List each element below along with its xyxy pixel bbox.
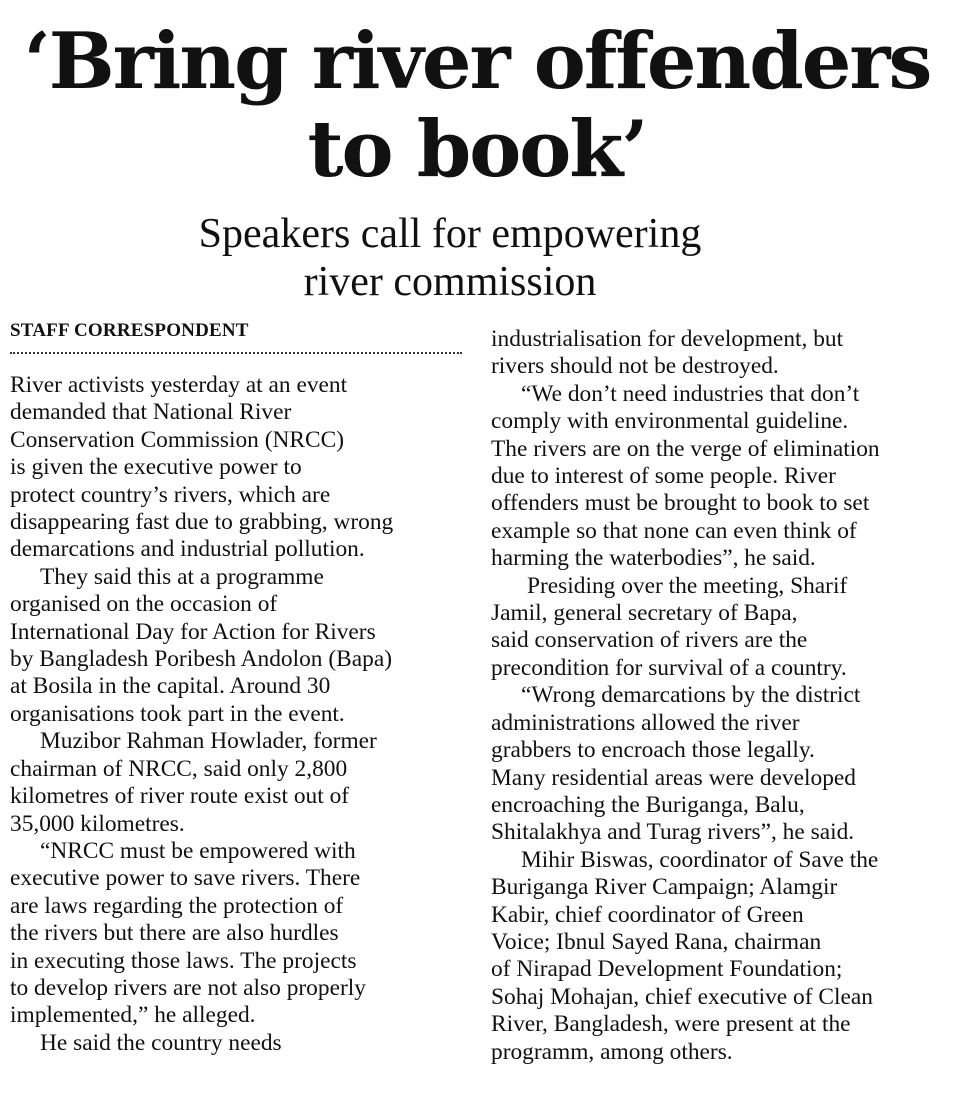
text-line: implemented,” he alleged.: [10, 1002, 256, 1029]
text-line: protect country’s rivers, which are: [10, 481, 331, 508]
subheadline-line-2: river commission: [303, 259, 597, 305]
text-line: organisations took part in the event.: [10, 700, 345, 727]
text-line: are laws regarding the protection of: [10, 892, 344, 919]
text-line: in executing those laws. The projects: [10, 947, 357, 974]
text-line: demarcations and industrial pollution.: [10, 536, 365, 563]
text-line: disappearing fast due to grabbing, wrong: [10, 509, 394, 536]
text-line: He said the country needs: [40, 1029, 282, 1056]
text-line: precondition for survival of a country.: [491, 654, 847, 681]
text-line: rivers should not be destroyed.: [491, 353, 779, 380]
text-line: Many residential areas were developed: [491, 764, 856, 791]
headline-line-2: to book’: [307, 104, 647, 195]
subheadline-line-1: Speakers call for empowering: [198, 211, 702, 257]
text-line: due to interest of some people. River: [491, 463, 836, 490]
headline-line-1: ‘Bring river offenders: [23, 16, 931, 107]
text-line: is given the executive power to: [10, 454, 302, 481]
text-line: Muzibor Rahman Howlader, former: [40, 728, 377, 755]
text-line: comply with environmental guideline.: [491, 408, 849, 435]
text-line: Sohaj Mohajan, chief executive of Clean: [491, 983, 873, 1010]
byline: STAFF CORRESPONDENT: [10, 318, 462, 354]
text-line: encroaching the Buriganga, Balu,: [491, 791, 805, 818]
text-line: 35,000 kilometres.: [10, 810, 185, 837]
text-line: to develop rivers are not also properly: [10, 974, 366, 1001]
text-line: Presiding over the meeting, Sharif: [527, 572, 848, 599]
text-line: The rivers are on the verge of elimination: [491, 435, 880, 462]
text-line: by Bangladesh Poribesh Andolon (Bapa): [10, 646, 392, 673]
text-line: Mihir Biswas, coordinator of Save the: [521, 846, 879, 873]
text-line: said conservation of rivers are the: [491, 627, 808, 654]
text-line: the rivers but there are also hurdles: [10, 920, 339, 947]
text-line: example so that none can even think of: [491, 517, 857, 544]
text-line: administrations allowed the river: [491, 709, 800, 736]
text-line: International Day for Action for Rivers: [10, 618, 376, 645]
text-line: industrialisation for development, but: [491, 326, 844, 352]
text-line: harming the waterbodies”, he said.: [491, 545, 816, 572]
text-line: “Wrong demarcations by the district: [521, 682, 861, 709]
text-line: programm, among others.: [491, 1038, 733, 1065]
text-line: Buriganga River Campaign; Alamgir: [491, 874, 838, 901]
article-column-left: [10, 372, 468, 1057]
text-line: Kabir, chief coordinator of Green: [491, 901, 804, 928]
text-line: chairman of NRCC, said only 2,800: [10, 755, 348, 782]
headline: [0, 18, 954, 194]
text-line: Voice; Ibnul Sayed Rana, chairman: [491, 928, 822, 955]
text-line: River, Bangladesh, were present at the: [491, 1011, 851, 1038]
text-line: “We don’t need industries that don’t: [521, 380, 860, 407]
text-line: Conservation Commission (NRCC): [10, 426, 344, 453]
text-line: offenders must be brought to book to set: [491, 490, 870, 517]
text-line: executive power to save rivers. There: [10, 865, 361, 892]
text-line: kilometres of river route exist out of: [10, 783, 350, 810]
text-line: of Nirapad Development Foundation;: [491, 956, 843, 983]
text-line: Jamil, general secretary of Bapa,: [491, 600, 798, 627]
text-line: grabbers to encroach those legally.: [491, 737, 815, 764]
article-column-right: [491, 326, 949, 1066]
text-line: at Bosila in the capital. Around 30: [10, 673, 331, 700]
text-line: River activists yesterday at an event: [10, 372, 348, 398]
text-line: organised on the occasion of: [10, 591, 278, 618]
text-line: “NRCC must be empowered with: [40, 837, 356, 864]
subheadline: [0, 210, 900, 306]
text-line: demanded that National River: [10, 399, 292, 426]
text-line: They said this at a programme: [40, 563, 324, 590]
text-line: Shitalakhya and Turag rivers”, he said.: [491, 819, 855, 846]
